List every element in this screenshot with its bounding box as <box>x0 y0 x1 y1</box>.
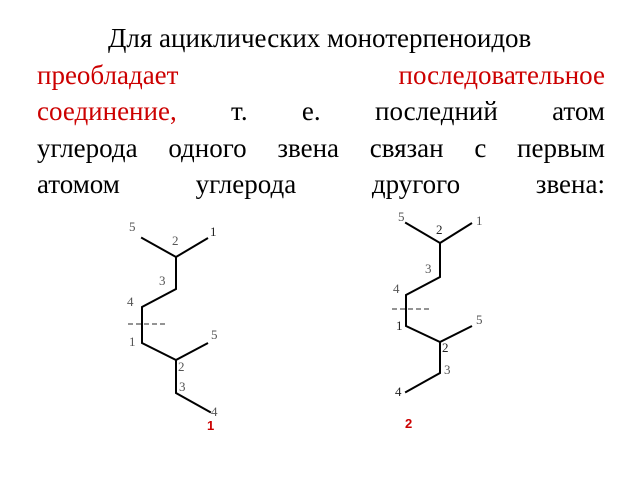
structure-2-atom-label: 5 <box>398 209 405 224</box>
word: последний <box>375 96 498 126</box>
word: звена: <box>535 169 605 199</box>
structure-2-atom-label: 3 <box>425 261 432 276</box>
word: с <box>474 132 487 163</box>
structure-1 <box>127 219 218 433</box>
structure-2-atom-label: 1 <box>396 318 403 333</box>
structure-1-atom-label: 3 <box>159 273 166 288</box>
structure-2-skeleton <box>406 223 472 392</box>
structure-1-atom-label: 2 <box>172 233 179 248</box>
structure-1-atom-label: 1 <box>210 224 217 239</box>
structure-2-atom-label: 2 <box>442 340 449 355</box>
word: углерода <box>195 169 297 199</box>
highlight-word: последовательное <box>398 59 605 90</box>
word: первым <box>517 132 605 163</box>
structure-1-caption: 1 <box>207 418 215 433</box>
word: другого <box>371 169 461 199</box>
structure-1-atom-label: 1 <box>129 334 136 349</box>
highlight-word: преобладает <box>37 59 179 90</box>
structure-1-skeleton <box>142 238 210 412</box>
structure-2-atom-label: 5 <box>476 312 483 327</box>
word: т. <box>231 96 248 126</box>
word: атомом <box>37 169 120 199</box>
structure-2-atom-label: 4 <box>395 384 402 399</box>
structure-2-atom-label: 2 <box>436 222 443 237</box>
structure-2-caption: 2 <box>405 416 413 431</box>
text-line-1-content: Для ациклических монотерпеноидов <box>108 23 532 53</box>
word: одного <box>168 132 247 163</box>
highlight-word: соединение, <box>37 96 177 126</box>
structure-2-atom-label: 1 <box>476 213 483 228</box>
structure-1-atom-label: 4 <box>211 404 218 419</box>
structure-1-atom-label: 2 <box>178 359 185 374</box>
word: е. <box>301 96 321 126</box>
word: звена <box>277 132 340 163</box>
word: атом <box>552 96 605 126</box>
word: углерода <box>37 132 138 163</box>
structure-1-atom-label: 4 <box>127 294 134 309</box>
structure-2-atom-label: 4 <box>393 281 400 296</box>
word: связан <box>369 132 444 163</box>
structure-1-atom-label: 5 <box>129 219 136 234</box>
structure-1-atom-label: 3 <box>179 379 186 394</box>
structure-2 <box>392 209 483 431</box>
structure-2-atom-label: 3 <box>444 362 451 377</box>
structure-1-atom-label: 5 <box>211 327 218 342</box>
